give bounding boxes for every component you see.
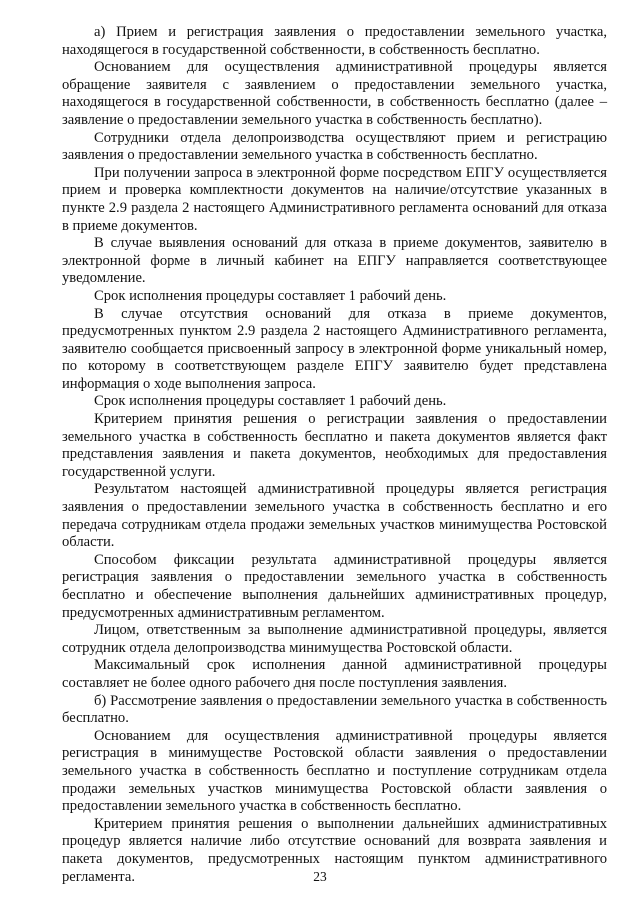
- paragraph-12: Лицом, ответственным за выполнение административной процедуры, является сотрудник отдела делопроизводства минимущества Ростовской области.: [62, 622, 607, 656]
- paragraph-1: а) Прием и регистрация заявления о предоставлении земельного участка, находящегося в государственной собственности, в собственность бесплатно.: [62, 24, 607, 58]
- paragraph-16: Критерием принятия решения о выполнении дальнейших административных процедур является наличие либо отсутствие оснований для возврата заявления и пакета документов, предусмотренных настоящим пунктом административного регламента.: [62, 815, 607, 885]
- paragraph-15: Основанием для осуществления административной процедуры является регистрация в минимуществе Ростовской области заявления о предоставлении земельного участка в собственность бесплатно и поступление сотрудникам отдела продажи земельных участков минимущества Ростовской области заявления о предоставлении земельного участка в собственность бесплатно.: [62, 727, 607, 815]
- paragraph-4: При получении запроса в электронной форме посредством ЕПГУ осуществляется прием и проверка комплектности документов на наличие/отсутствие указанных в пункте 2.9 раздела 2 настоящего Административного регламента оснований для отказа в приеме документов.: [62, 164, 607, 234]
- document-body: [62, 24, 607, 886]
- paragraph-3: Сотрудники отдела делопроизводства осуществляют прием и регистрацию заявления о предоставлении земельного участка в собственность бесплатно.: [62, 129, 607, 164]
- paragraph-13: Максимальный срок исполнения данной административной процедуры составляет не более одного рабочего дня после поступления заявления.: [62, 657, 607, 691]
- page-number: 23: [313, 869, 327, 884]
- paragraph-5: В случае выявления оснований для отказа в приеме документов, заявителю в электронной форме в личный кабинет на ЕПГУ направляется соответствующее уведомление.: [62, 235, 607, 287]
- paragraph-8: Срок исполнения процедуры составляет 1 рабочий день.: [94, 393, 447, 410]
- paragraph-10: Результатом настоящей административной процедуры является регистрация заявления о предоставлении земельного участка в собственность бесплатно и его передача сотрудникам отдела продажи земельных участков минимущества Ростовской области.: [62, 481, 607, 551]
- paragraph-6: Срок исполнения процедуры составляет 1 рабочий день.: [94, 287, 447, 304]
- paragraph-14: б) Рассмотрение заявления о предоставлении земельного участка в собственность бесплатно.: [62, 692, 607, 727]
- paragraph-2: Основанием для осуществления административной процедуры является обращение заявителя с заявлением о предоставлении земельного участка, находящегося в государственной собственности, в собственность бесплатно (далее – заявление о предоставлении земельного участка в собственность бесплатно).: [62, 59, 607, 128]
- paragraph-11: Способом фиксации результата административной процедуры является регистрация заявления о предоставлении земельного участка в собственность бесплатно и обеспечение выполнения дальнейших административных процедур, предусмотренных административным регламентом.: [62, 551, 607, 621]
- paragraph-9: Критерием принятия решения о регистрации заявления о предоставлении земельного участка в собственность бесплатно и пакета документов является факт представления заявления и пакета документов, необходимых для предоставления государственной услуги.: [62, 411, 607, 480]
- paragraph-7: В случае отсутствия оснований для отказа в приеме документов, предусмотренных пунктом 2.9 раздела 2 настоящего Административного регламента, заявителю сообщается присвоенный запросу в электронной форме уникальный номер, по которому в соответствующем разделе ЕПГУ заявителю будет представлена информация о ходе выполнения запроса.: [62, 305, 607, 392]
